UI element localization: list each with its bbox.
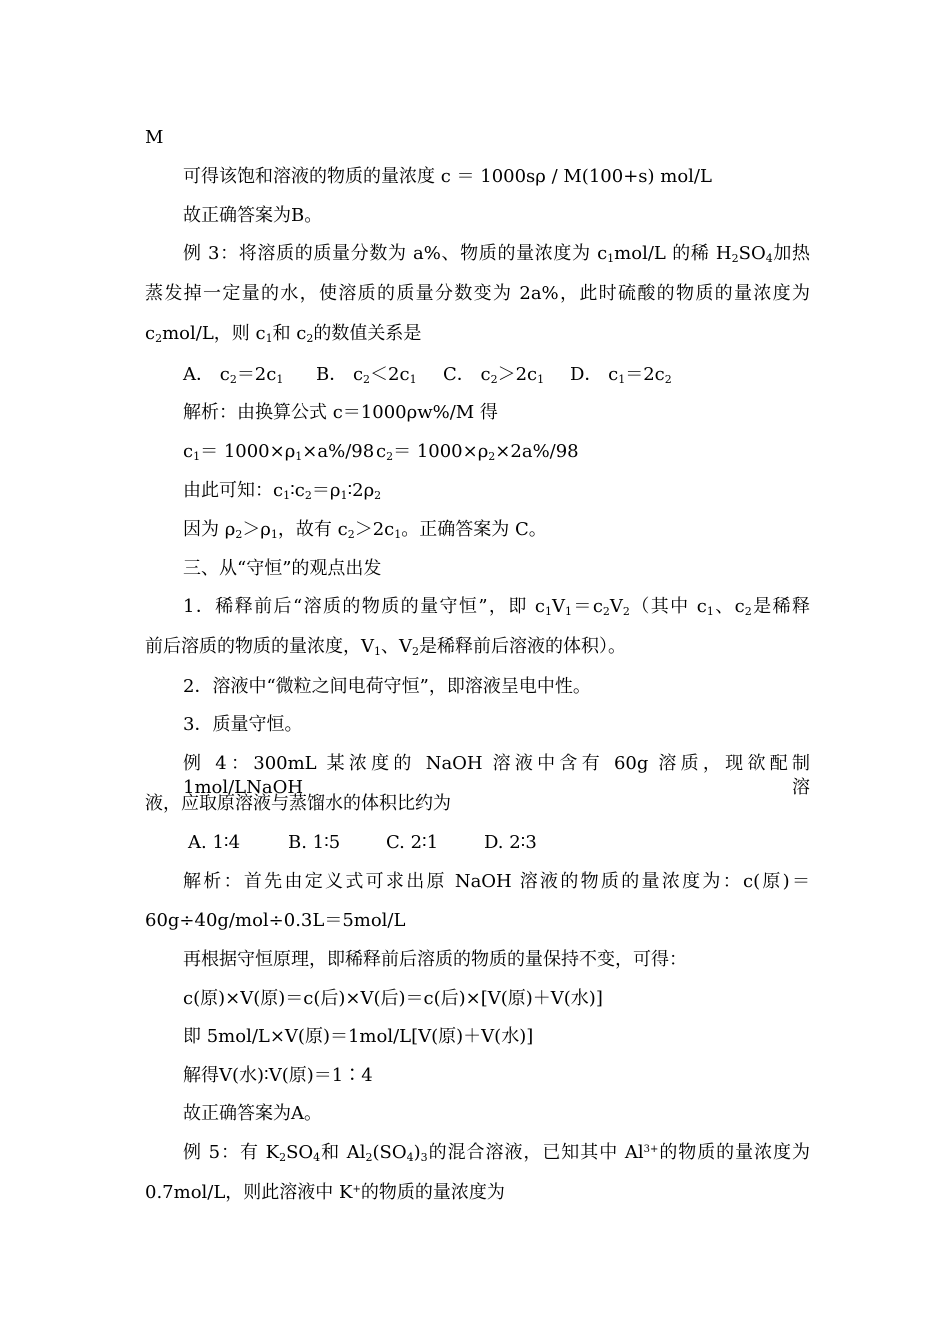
example-3-line-1: 例 3：将溶质的质量分数为 a%、物质的量浓度为 $c_1mol/L$ 的稀 $H_2SO_4$加热 [183,243,811,265]
text-line: 由此可知：$c_1∶c_2=\rho_1∶2\rho_2$ [183,480,382,502]
text-line: 蒸发掉一定量的水，使溶质的质量分数变为 2a%，此时硫酸的物质的量浓度为 [145,283,810,304]
text-line: 解得V(水)∶V(原)＝1∶4 [183,1065,373,1086]
text-line: 解析：由换算公式 c＝1000ρw%/M 得 [183,402,498,423]
document-page: M 可得该饱和溶液的物质的量浓度 c ＝ 1000sρ / M(100+s) mol/L 故正确答案为B。 例 3：将溶质的质量分数为 a%、物质的量浓度为 $c_1mol/L$ 的稀 $H_2SO_4$加热 蒸发掉一定量的水，使溶质的质量分数变为 2a%，此时硫酸的物质的量浓度为 $c_2mol/L$，则 $c_1$和 $c_2$的数值关系是 A． $c_2=2c_1$ B． $c_2<2c_1$ C． $c_2>2c_1$ D． $c_1=2c_2$ 解析：由换算公式 c＝1000ρw%/M 得 $c_1= 1000\times\rho_1\times a\%/98$ $c_2= 1000\times\rho_2\times 2a\%/98$ 由此可知：$c_1∶c_2=\rho_1∶2\rho_2$ 因为 $\rho_2>\rho_1$，故有 $c_2>2c_1$。正确答案为 C。 三、从“守恒”的观点出发 1．稀释前后“溶质的物质的量守恒”，即 $c_1V_1=c_2V_2$（其中 $c_1$、$c_2$是稀释 前后溶质的物质的量浓度，$V_1$、$V_2$是稀释前后溶液的体积）。 2．溶液中“微粒之间电荷守恒”，即溶液呈电中性。 3．质量守恒。 例 4：300mL 某浓度的 NaOH 溶液中含有 60g 溶质，现欲配制 1mol/LNaOH 溶 液，应取原溶液与蒸馏水的体积比约为 A. 1∶4 B. 1∶5 C. 2∶1 D. 2∶3 解析：首先由定义式可求出原 NaOH 溶液的物质的量浓度为：c(原)＝ 60g÷40g/mol÷0.3L＝5mol/L 再根据守恒原理，即稀释前后溶质的物质的量保持不变，可得： c(原)×V(原)＝c(后)×V(后)＝c(后)×[V(原)＋V(水)] 即 5mol/L×V(原)＝1mol/L[V(原)＋V(水)] 解得V(水)∶V(原)＝1∶4 故正确答案为A。 例 5：有 $K_2SO_4$和 $Al_2(SO_4)_3$的混合溶液，已知其中 $Al^{3+}$的物质的量浓度为 0.7mol/L，则此溶液中 K+的物质的量浓度为 [145,127,811,1203]
text-line: 再根据守恒原理，即稀释前后溶质的物质的量保持不变，可得： [183,949,687,970]
example-5-line-1: 例 5：有 $K_2SO_4$和 $Al_2(SO_4)_3$的混合溶液，已知其中 $Al^{3+}$的物质的量浓度为 [183,1142,810,1164]
section-heading: 三、从“守恒”的观点出发 [183,558,382,579]
text-line: 故正确答案为A。 [183,1103,322,1124]
text-line: 因为 $\rho_2>\rho_1$，故有 $c_2>2c_1$。正确答案为 C。 [183,519,547,541]
text-line: 60g÷40g/mol÷0.3L＝5mol/L [145,910,406,931]
text-line: 可得该饱和溶液的物质的量浓度 c ＝ 1000sρ / M(100+s) mol/L [183,166,712,187]
text-line: 液，应取原溶液与蒸馏水的体积比约为 [145,793,451,814]
text-line: 解析：首先由定义式可求出原 NaOH 溶液的物质的量浓度为：c(原)＝ [183,871,810,892]
formula-line: c(原)×V(原)＝c(后)×V(后)＝c(后)×[V(原)＋V(水)] [183,988,603,1009]
text-line: 前后溶质的物质的量浓度，$V_1$、$V_2$是稀释前后溶液的体积）。 [145,636,626,658]
text-line: 2．溶液中“微粒之间电荷守恒”，即溶液呈电中性。 [183,676,591,697]
text-line: 3．质量守恒。 [183,714,303,735]
example-4-line-1: 例 4：300mL 某浓度的 NaOH 溶液中含有 60g 溶质，现欲配制 1mol/LNaOH 溶 [183,753,810,798]
text-line: $c_2mol/L$，则 $c_1$和 $c_2$的数值关系是 [145,323,422,345]
text-line: 故正确答案为B。 [183,205,323,226]
text-line: 0.7mol/L，则此溶液中 K+的物质的量浓度为 [145,1182,505,1203]
text-line: 1．稀释前后“溶质的物质的量守恒”，即 $c_1V_1=c_2V_2$（其中 $c_1$、$c_2$是稀释 [183,596,810,618]
formula-line: 即 5mol/L×V(原)＝1mol/L[V(原)＋V(水)] [183,1026,534,1047]
text-line: M [145,127,164,148]
